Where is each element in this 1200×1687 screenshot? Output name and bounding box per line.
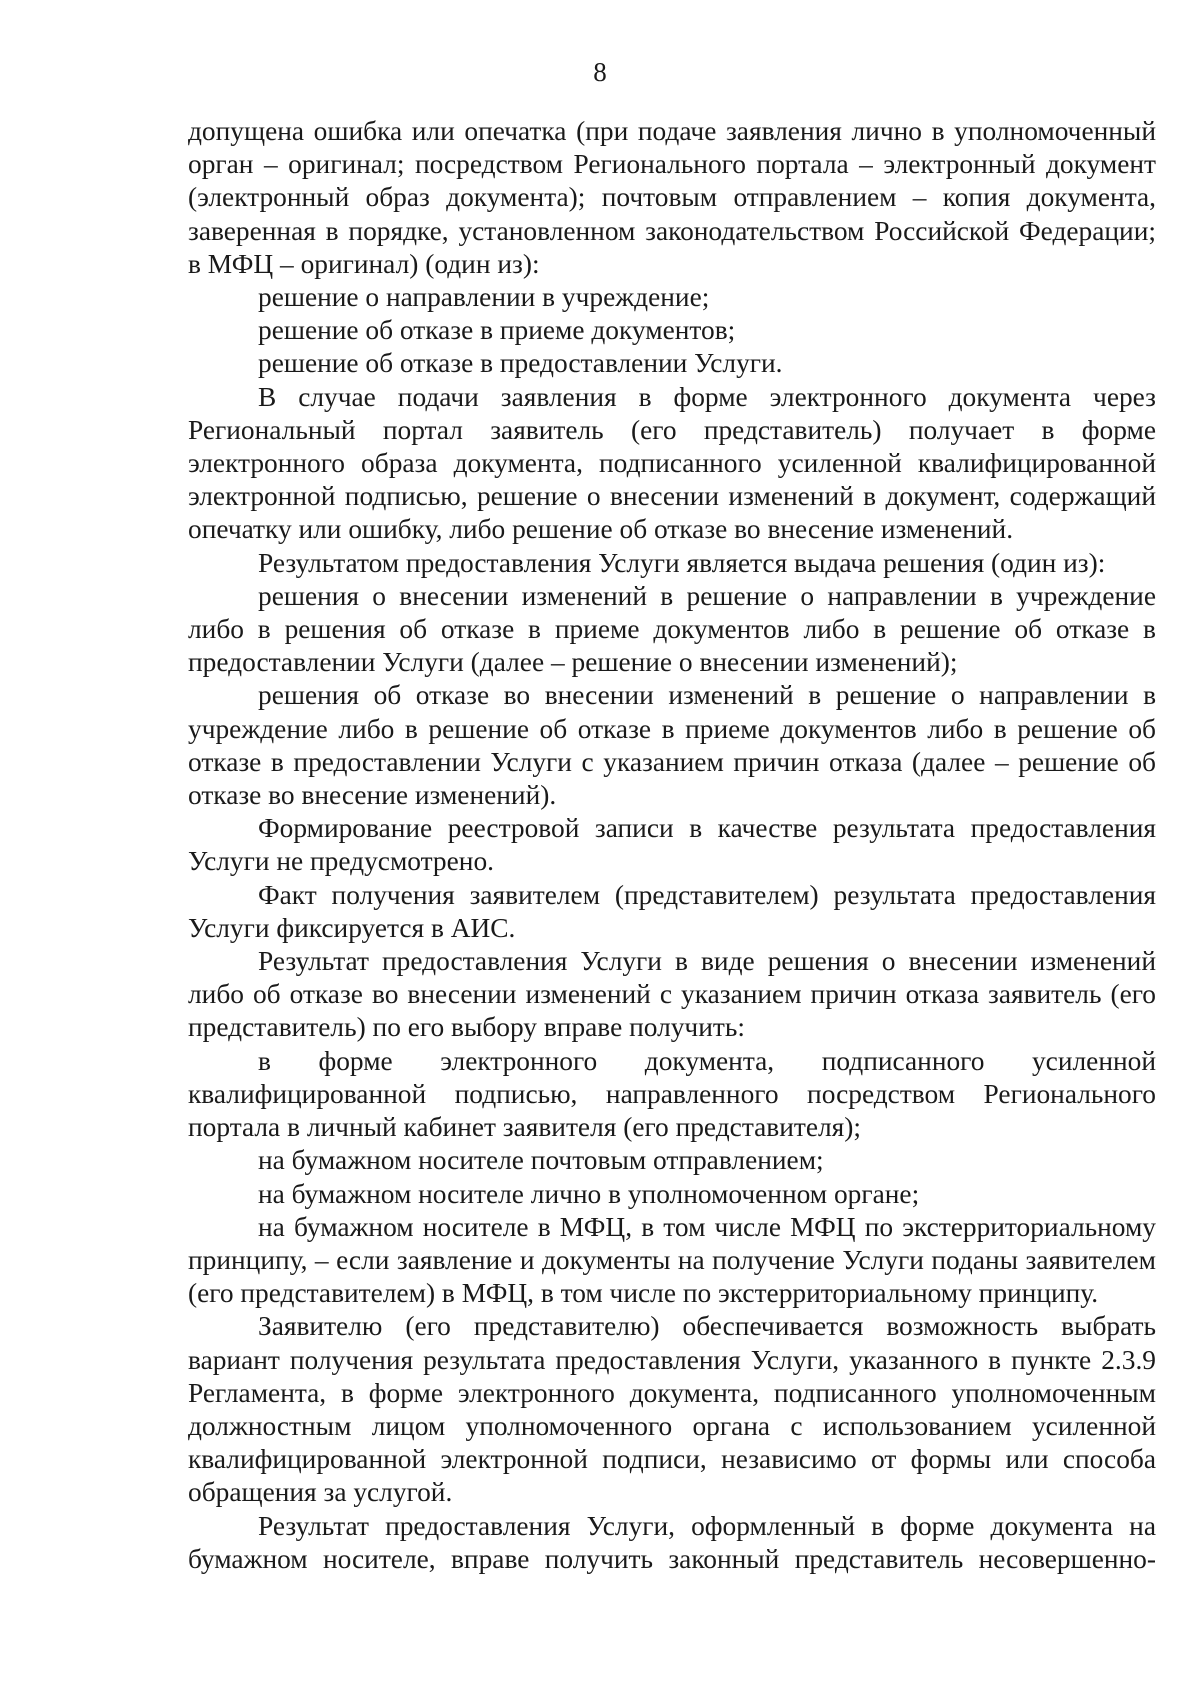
paragraph: допущена ошибка или опечатка (при подаче заявления лично в уполномоченный орган – оригинал; посредством Регионального портала – электронный документ (электронный образ документа); почтовым отправлением – копия документа, заверенная в порядке, установленном законодательством Российской Федерации; в МФЦ – оригинал) (один из): [188, 116, 1156, 279]
list-item: на бумажном носителе в МФЦ, в том числе МФЦ по экстерриториальному принципу, – если заявление и документы на получение Услуги поданы заявителем (его представителем) в МФЦ, в том числе по экстерриториальному принципу. [188, 1211, 1156, 1309]
list-item: решения об отказе во внесении изменений в решение о направлении в учреждение либо в решение об отказе в приеме документов либо в решение об отказе в предоставлении Услуги с указанием причин отказа (далее – решение об отказе во внесение изменений). [188, 680, 1156, 811]
paragraph: В случае подачи заявления в форме электронного документа через Региональный портал заявитель (его представитель) получает в форме электронного образа документа, подписанного усиленной квалифицированной электронной подписью, решение о внесении изменений в документ, содержащий опечатку или ошибку, либо решение об отказе во внесение изменений. [188, 381, 1156, 545]
paragraph: Заявителю (его представителю) обеспечивается возможность выбрать вариант получения результата предоставления Услуги, указанного в пункте 2.3.9 Регламента, в форме электронного документа, подписанного уполномоченным должностным лицом уполномоченного органа с использованием усиленной квалифицированной электронной подписи, независимо от формы или способа обращения за услугой. [188, 1311, 1156, 1508]
paragraph: Результат предоставления Услуги, оформленный в форме документа на бумажном носителе, вправе получить законный представитель несовершенно- [188, 1510, 1156, 1574]
page-number: 8 [593, 57, 607, 87]
list-item: на бумажном носителе лично в уполномоченном органе; [258, 1178, 920, 1209]
paragraph: Результатом предоставления Услуги является выдача решения (один из): [258, 547, 1106, 578]
list-item: решения о внесении изменений в решение о направлении в учреждение либо в решения об отказе в приеме документов либо в решение об отказе в предоставлении Услуги (далее – решение о внесении изменений); [188, 580, 1156, 678]
body-text [188, 115, 1156, 1576]
list-item: решение об отказе в предоставлении Услуги. [258, 348, 783, 379]
list-item: на бумажном носителе почтовым отправлением; [258, 1145, 824, 1176]
paragraph: Факт получения заявителем (представителем) результата предоставления Услуги фиксируется в АИС. [188, 879, 1156, 943]
list-item: решение об отказе в приеме документов; [258, 315, 736, 346]
paragraph: Результат предоставления Услуги в виде решения о внесении изменений либо об отказе во внесении изменений с указанием причин отказа заявитель (его представитель) по его выбору вправе получить: [188, 946, 1156, 1043]
list-item: в форме электронного документа, подписанного усиленной квалифицированной подписью, направленного посредством Регионального портала в личный кабинет заявителя (его представителя); [188, 1045, 1156, 1143]
list-item: решение о направлении в учреждение; [258, 282, 710, 313]
paragraph: Формирование реестровой записи в качестве результата предоставления Услуги не предусмотрено. [188, 813, 1156, 877]
